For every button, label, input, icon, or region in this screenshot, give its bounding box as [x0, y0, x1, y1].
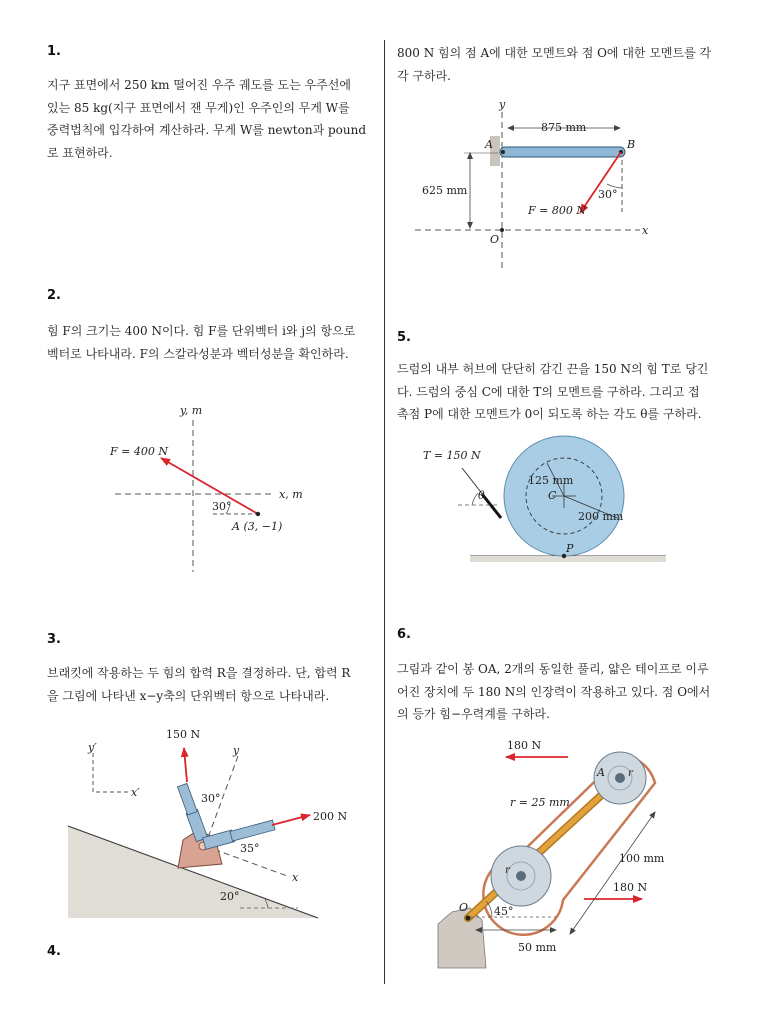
- problem-1-line-3: 중력법칙에 입각하여 계산하라. 무게 W를 newton과 pound: [47, 123, 367, 137]
- problem-2-line-1: 힘 F의 크기는 400 N이다. 힘 F를 단위벡터 i와 j의 항으로: [47, 324, 356, 338]
- problem-6-figure: [384, 730, 768, 970]
- problem-3-number: 3.: [47, 632, 61, 647]
- pulley-upper-hub: [615, 773, 625, 783]
- point-b-label: B: [627, 138, 636, 151]
- dim-100-label: 100 mm: [619, 852, 665, 865]
- x-axis-label: x, m: [279, 488, 303, 501]
- problem-3-line-1: 브래킷에 작용하는 두 힘의 합력 R을 결정하라. 단, 합력 R: [47, 666, 351, 680]
- force-top-label: 180 N: [507, 739, 542, 752]
- problem-2-line-2: 벡터로 나타내라. F의 스칼라성분과 벡터성분을 확인하라.: [47, 346, 349, 361]
- dim-875-label: 875 mm: [541, 121, 587, 134]
- force-arrow: [161, 458, 258, 514]
- point-a-dot: [501, 150, 505, 154]
- y-axis-label: y, m: [180, 404, 203, 417]
- problem-6-line-3: 의 등가 힘−우력계를 구하라.: [397, 707, 550, 721]
- problem-2-text: [47, 320, 355, 365]
- y-axis-label: y: [499, 98, 506, 111]
- pulley-lower-hub: [516, 871, 526, 881]
- problem-6-number: 6.: [397, 627, 411, 642]
- problem-2-number: 2.: [47, 288, 61, 303]
- problem-3-line-2: 을 그림에 나타낸 x−y축의 단위벡터 항으로 나타내라.: [47, 688, 330, 703]
- problem-1-line-4: 로 표현하라.: [47, 145, 113, 160]
- force-200-arrow: [272, 815, 310, 825]
- theta-label: θ: [478, 489, 485, 502]
- problem-4-number: 4.: [47, 944, 61, 959]
- x-prime-label: x′: [131, 786, 140, 799]
- point-a-dot: [256, 512, 260, 516]
- force-200-label: 200 N: [313, 810, 348, 823]
- point-a-label: A: [597, 766, 605, 779]
- problem-4-figure: [384, 95, 768, 285]
- ground-fill: [470, 556, 666, 562]
- center-label: C: [548, 489, 557, 502]
- tube-200-upper: [230, 820, 275, 841]
- problem-4-line-2: 각 구하라.: [397, 68, 451, 83]
- problem-1-text: [47, 74, 366, 164]
- problem-1-line-2: 있는 85 kg(지구 표면에서 잰 무게)인 우주인의 무게 W를: [47, 100, 350, 115]
- problem-4-line-1: 800 N 힘의 점 A에 대한 모멘트와 점 O에 대한 모멘트를 각: [397, 46, 712, 60]
- problem-3-text: [47, 662, 350, 707]
- force-label: F = 800 N: [528, 204, 586, 217]
- y-axis-label: y: [233, 744, 240, 757]
- prime-axes: [93, 753, 128, 792]
- outer-radius-label: 200 mm: [578, 510, 624, 523]
- problem-5-line-1: 드럼의 내부 허브에 단단히 감긴 끈을 150 N의 힘 T로 당긴: [397, 362, 709, 376]
- problem-6-line-1: 그림과 같이 봉 OA, 2개의 동일한 풀리, 얇은 테이프로 이루: [397, 662, 709, 676]
- problem-5-text: [397, 358, 708, 426]
- problem-1-line-1: 지구 표면에서 250 km 떨어진 우주 궤도를 도는 우주선에: [47, 78, 351, 92]
- radius-label: r = 25 mm: [510, 796, 570, 809]
- problem-5-line-2: 다. 드럼의 중심 C에 대한 T의 모멘트를 구하라. 그리고 접: [397, 384, 700, 399]
- angle-35-label: 35°: [240, 842, 260, 855]
- force-150-arrow: [184, 748, 187, 782]
- origin-dot: [466, 916, 471, 921]
- inner-radius-label: 125 mm: [528, 474, 574, 487]
- angle-label: 30°: [212, 500, 232, 513]
- problem-5-line-3: 촉점 P에 대한 모멘트가 0이 되도록 하는 각도 θ를 구하라.: [397, 407, 702, 421]
- pulley-lower-radius-label: r: [505, 865, 510, 876]
- force-150-label: 150 N: [166, 728, 201, 741]
- problem-6-text: [397, 658, 710, 726]
- force-arrow: [580, 152, 621, 213]
- x-axis-label: x: [292, 871, 299, 884]
- problem-4-text: [397, 42, 711, 87]
- angle-label: 30°: [598, 188, 618, 201]
- problem-3-figure: [0, 720, 384, 930]
- force-label: F = 400 N: [110, 445, 168, 458]
- dim-50-label: 50 mm: [518, 941, 557, 954]
- problem-5-figure: [384, 440, 768, 570]
- problem-1-number: 1.: [47, 44, 61, 59]
- pulley-upper-radius-label: r: [628, 768, 633, 779]
- point-a-label: A: [485, 138, 493, 151]
- angle-label: 45°: [494, 905, 514, 918]
- slope-angle-label: 20°: [220, 890, 240, 903]
- origin-label: O: [459, 901, 469, 914]
- point-a-label: A (3, −1): [232, 520, 283, 533]
- angle-30-label: 30°: [201, 792, 221, 805]
- dim-625-label: 625 mm: [422, 184, 468, 197]
- origin-dot: [500, 228, 504, 232]
- tension-label: T = 150 N: [423, 449, 481, 462]
- force-bottom-label: 180 N: [613, 881, 648, 894]
- contact-label: P: [566, 542, 574, 555]
- problem-2-figure: [0, 380, 384, 580]
- x-axis-label: x: [642, 224, 649, 237]
- problem-5-number: 5.: [397, 330, 411, 345]
- y-prime-label: y′: [88, 741, 97, 754]
- problem-6-line-2: 어진 장치에 두 180 N의 인장력이 작용하고 있다. 점 O에서: [397, 684, 711, 699]
- string-wrap: [482, 494, 501, 518]
- origin-label: O: [490, 233, 500, 246]
- tube-150-upper: [178, 783, 198, 815]
- bar-ab: [500, 147, 625, 157]
